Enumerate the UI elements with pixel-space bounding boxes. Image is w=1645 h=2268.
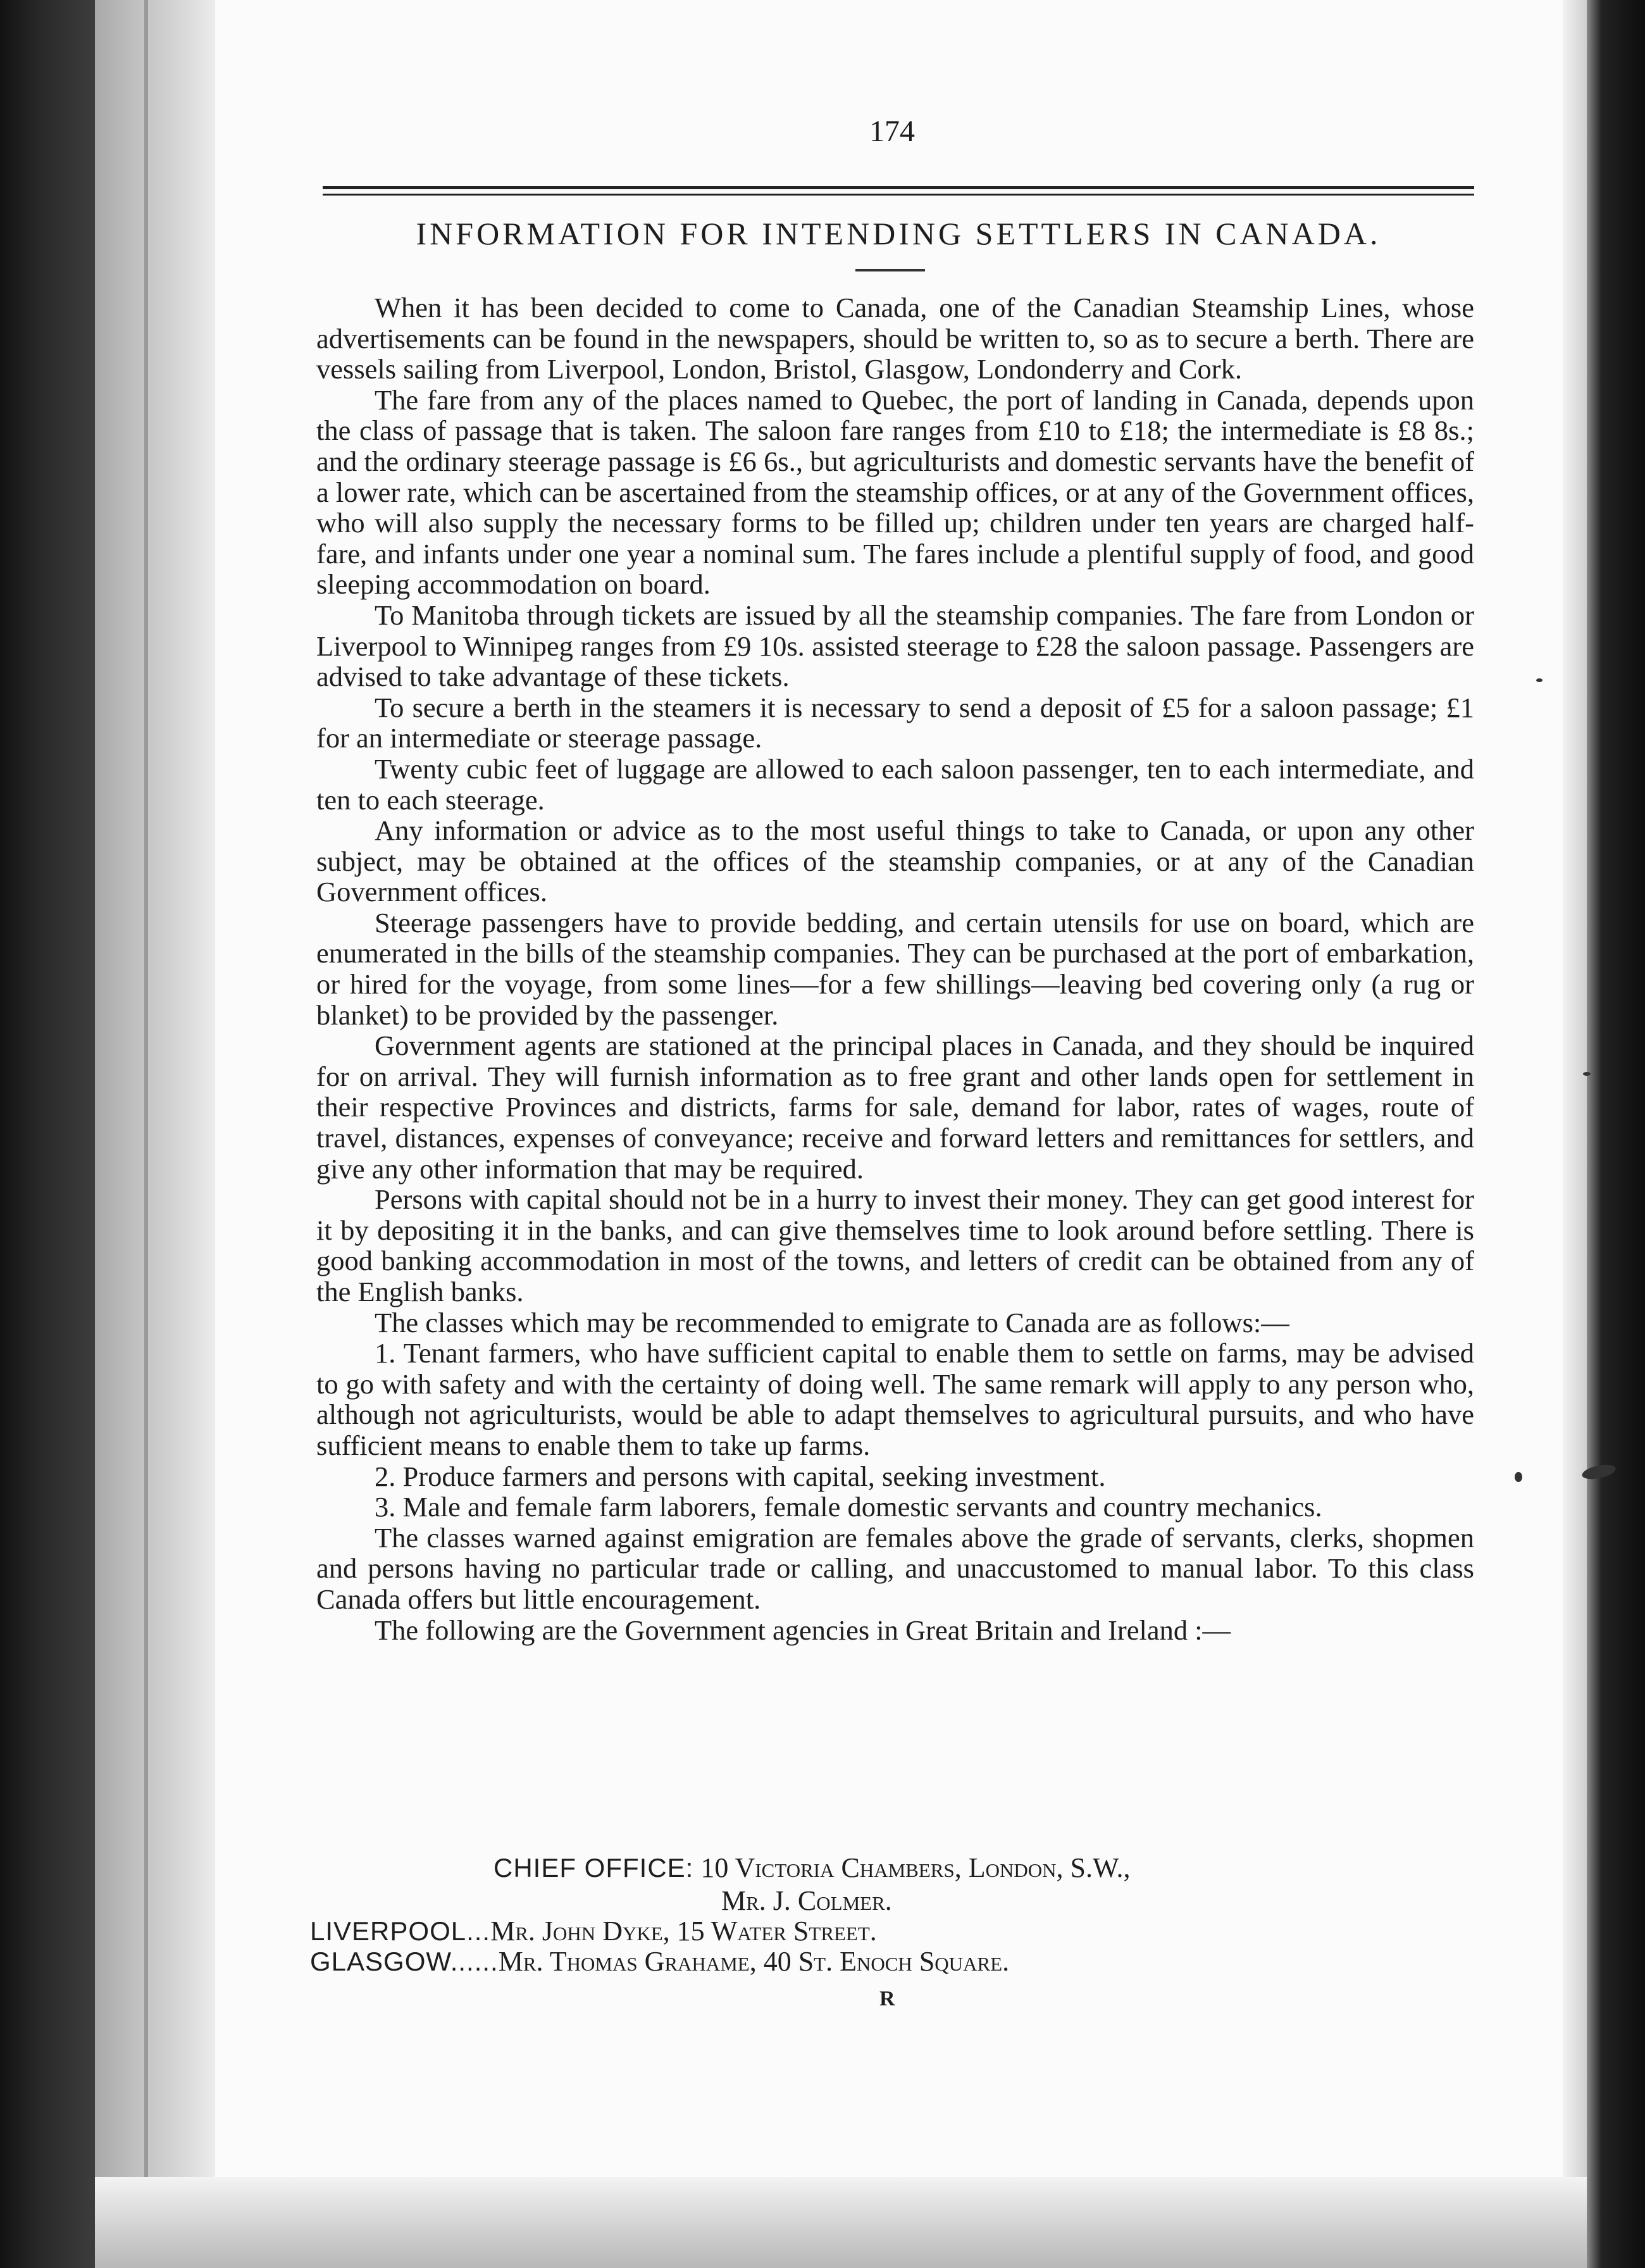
chief-office-agent: Mr. J. Colmer. [721,1885,892,1916]
paragraph: Steerage passengers have to provide bedding, and certain utensils for use on board, which are enumerated in the bills of the steamship companies. They can be purchased at the port of embarkation, or hired for the voyage, from some lines—for a few shillings—leaving bed covering only (a rug or blanket) to be provided by the passenger. [316,906,1474,1031]
paragraph: Persons with capital should not be in a hurry to invest their money. They can get good interest for it by depositing it in the banks, and can give themselves time to look around before settling. There is good banking accommodation in most of the towns, and letters of credit can be obtained from any of the English banks. [316,1183,1474,1307]
liverpool-agency-line [310,1915,1487,1947]
list-item: 2. Produce farmers and persons with capital, seeking investment. [375,1460,1106,1492]
ink-speck [1583,1072,1591,1076]
header-rule-thin [323,194,1474,196]
heading-divider [855,269,925,271]
paragraph: To Manitoba through tickets are issued by all the steamship companies. The fare from London or Liverpool to Winnipeg ranges from £9 10s. assisted steerage to £28 the saloon passage. Passengers are advised to take advantage of these tickets. [316,599,1474,693]
page-edge-right [1563,0,1587,2268]
page-number: 174 [869,115,915,148]
signature-mark: R [879,1987,895,2010]
paragraph: Twenty cubic feet of luggage are allowed to each saloon passenger, ten to each intermediate, and ten to each steerage. [316,752,1474,816]
article-body [316,292,1474,1645]
paragraph: The classes which may be recommended to emigrate to Canada are as follows:— [375,1306,1289,1338]
paragraph: To secure a berth in the steamers it is necessary to send a deposit of £5 for a saloon passage; £1 for an intermediate or steerage passage. [316,691,1474,754]
paragraph: The following are the Government agencies in Great Britain and Ireland :— [375,1614,1231,1646]
paragraph: Government agents are stationed at the principal places in Canada, and they should be inquired for on arrival. They will furnish information as to free grant and other lands open for settlement in their respective Provinces and districts, farms for sale, demand for labor, rates of wages, route of travel, distances, expenses of conveyance; receive and forward letters and remittances for settlers, and give any other information that may be required. [316,1030,1474,1185]
liverpool-agent: Mr. John Dyke, 15 Water Street. [490,1916,877,1947]
paragraph: The fare from any of the places named to Quebec, the port of landing in Canada, depends upon the class of passage that is taken. The saloon fare ranges from £10 to £18; the intermediate is £8 8s.; and the ordinary steerage passage is £6 6s., but agriculturists and domestic servants have the benefit of a lower rate, which can be ascertained from the steamship offices, or at any of the Government offices, who will also supply the necessary forms to be filled up; children under ten years are charged half-fare, and infants under one year a nominal sum. The fares include a plentiful supply of food, and good sleeping accommodation on board. [316,383,1474,601]
paragraph: The classes warned against emigration are females above the grade of servants, clerks, shopmen and persons having no particular trade or calling, and unaccustomed to manual labor. To this class Canada offers but little encouragement. [316,1521,1474,1615]
header-rule [323,186,1474,189]
page-edge-bottom [95,2177,1587,2268]
ink-speck [1515,1472,1522,1482]
glasgow-agent: Mr. Thomas Grahame, 40 St. Enoch Square. [498,1946,1010,1977]
chief-office-address: 10 Victoria Chambers, London, S.W., [700,1852,1131,1883]
glasgow-agency-line [310,1945,1487,1978]
chief-office-line [494,1852,1645,1884]
paragraph: Any information or advice as to the most useful things to take to Canada, or upon any other subject, may be obtained at the offices of the steamship companies, or at any of the Canadian Government offices. [316,814,1474,908]
scan-border-right [1587,0,1645,2268]
page-heading: INFORMATION FOR INTENDING SETTLERS IN CANADA. [416,216,1381,251]
list-item: 3. Male and female farm laborers, female domestic servants and country mechanics. [375,1491,1322,1523]
list-item: 1. Tenant farmers, who have sufficient capital to enable them to settle on farms, may be advised to go with safety and with the certainty of doing well. The same remark will apply to any person who, although not agriculturists, would be able to adapt themselves to agricultural pursuits, and who have sufficient means to enable them to take up farms. [316,1337,1474,1461]
gutter-line [144,0,148,2268]
liverpool-label: LIVERPOOL... [310,1916,491,1946]
ink-speck [1536,678,1543,682]
page-gutter [95,0,215,2268]
chief-office-label: CHIEF OFFICE: [494,1853,694,1883]
paragraph: When it has been decided to come to Canada, one of the Canadian Steamship Lines, whose advertisements can be found in the newspapers, should be written to, so as to secure a berth. There are vessels sailing from Liverpool, London, Bristol, Glasgow, Londonderry and Cork. [316,292,1474,385]
book-binding-shadow [0,0,95,2268]
glasgow-label: GLASGOW...... [310,1947,499,1976]
